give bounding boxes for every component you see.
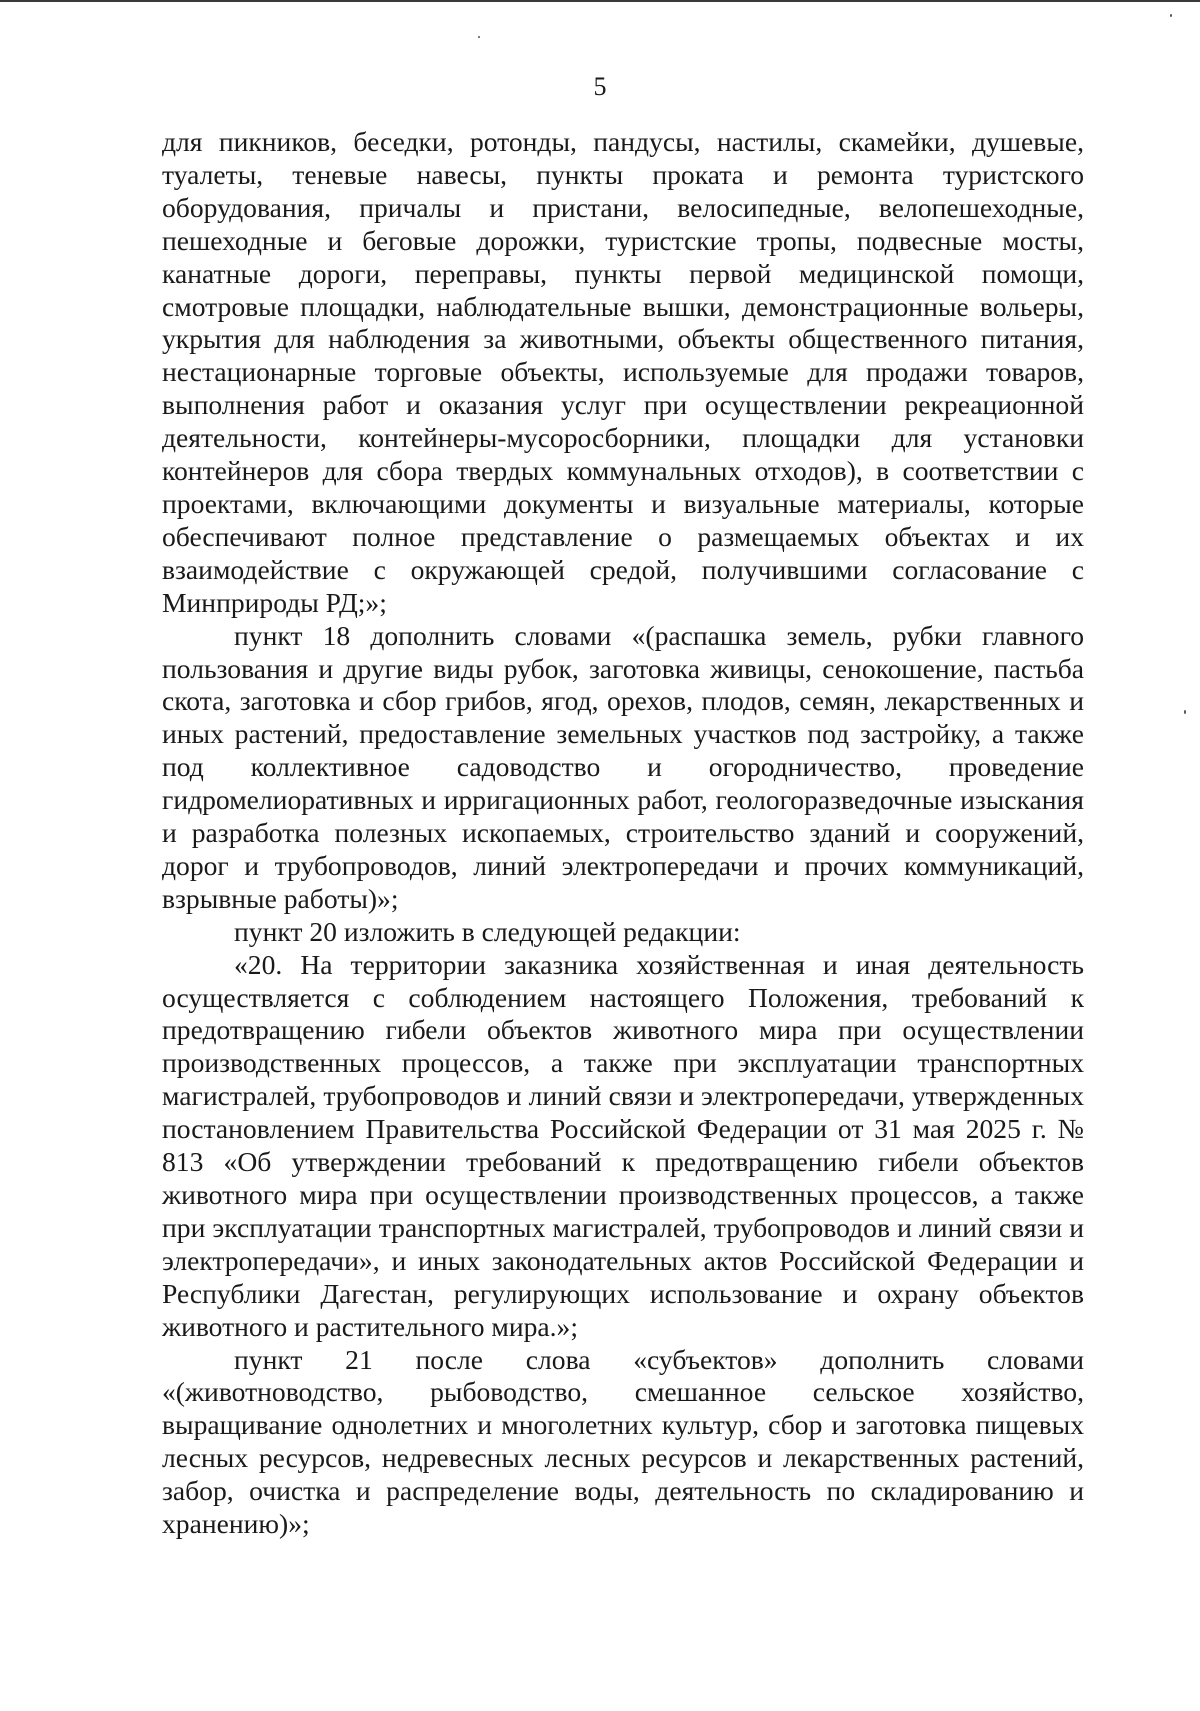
page-number: 5 — [593, 72, 607, 101]
scan-speck — [1184, 710, 1186, 714]
paragraph-item-20-text: «20. На территории заказника хозяйственная и иная деятельность осуществляется с соблюдением настоящего Положения, требований к предотвращению гибели объектов животного мира при осуществлении производственных процессов, а также при эксплуатации транспортных магистралей, трубопроводов и линий связи и электропередачи, утвержденных постановлением Правительства Российской Федерации от 31 мая 2025 г. № 813 «Об утверждении требований к предотвращению гибели объектов животного мира при осуществлении производственных процессов, а также при эксплуатации транспортных магистралей, трубопроводов и линий связи и электропередачи», и иных законодательных актов Российской Федерации и Республики Дагестан, регулирующих использование и охрану объектов животного и растительного мира.»; — [162, 948, 1084, 1342]
paragraph-item-18: пункт 18 дополнить словами «(распашка земель, рубки главного пользования и другие виды рубок, заготовка живицы, сенокошение, пастьба скота, заготовка и сбор грибов, ягод, орехов, плодов, семян, лекарственных и иных растений, предоставление земельных участков под застройку, а также под коллективное садоводство и огородничество, проведение гидромелиоративных и ирригационных работ, геологоразведочные изыскания и разработка полезных ископаемых, строительство зданий и сооружений, дорог и трубопроводов, линий электропередачи и прочих коммуникаций, взрывные работы)»; — [162, 619, 1084, 914]
paragraph-item-21: пункт 21 после слова «субъектов» дополнить словами «(животноводство, рыбоводство, смешанное сельское хозяйство, выращивание однолетних и многолетних культур, сбор и заготовка пищевых лесных ресурсов, недревесных лесных ресурсов и лекарственных растений, забор, очистка и распределение воды, деятельность по складированию и хранению)»; — [162, 1343, 1084, 1540]
scan-speck — [478, 36, 480, 38]
paragraph-item-20-intro: пункт 20 изложить в следующей редакции: — [234, 915, 741, 947]
paragraph-continuation: для пикников, беседки, ротонды, пандусы, настилы, скамейки, душевые, туалеты, теневые навесы, пункты проката и ремонта туристского оборудования, причалы и пристани, велосипедные, велопешеходные, пешеходные и беговые дорожки, туристские тропы, подвесные мосты, канатные дороги, переправы, пункты первой медицинской помощи, смотровые площадки, наблюдательные вышки, демонстрационные вольеры, укрытия для наблюдения за животными, объекты общественного питания, нестационарные торговые объекты, используемые для продажи товаров, выполнения работ и оказания услуг при осуществлении рекреационной деятельности, контейнеры-мусоросборники, площадки для установки контейнеров для сбора твердых коммунальных отходов), в соответствии с проектами, включающими документы и визуальные материалы, которые обеспечивают полное представление о размещаемых объектах и их взаимодействие с окружающей средой, получившими согласование с Минприроды РД;»; — [162, 126, 1084, 618]
scan-edge-line — [0, 0, 1200, 2]
scan-speck — [1170, 14, 1172, 17]
document-body — [162, 126, 1084, 1541]
